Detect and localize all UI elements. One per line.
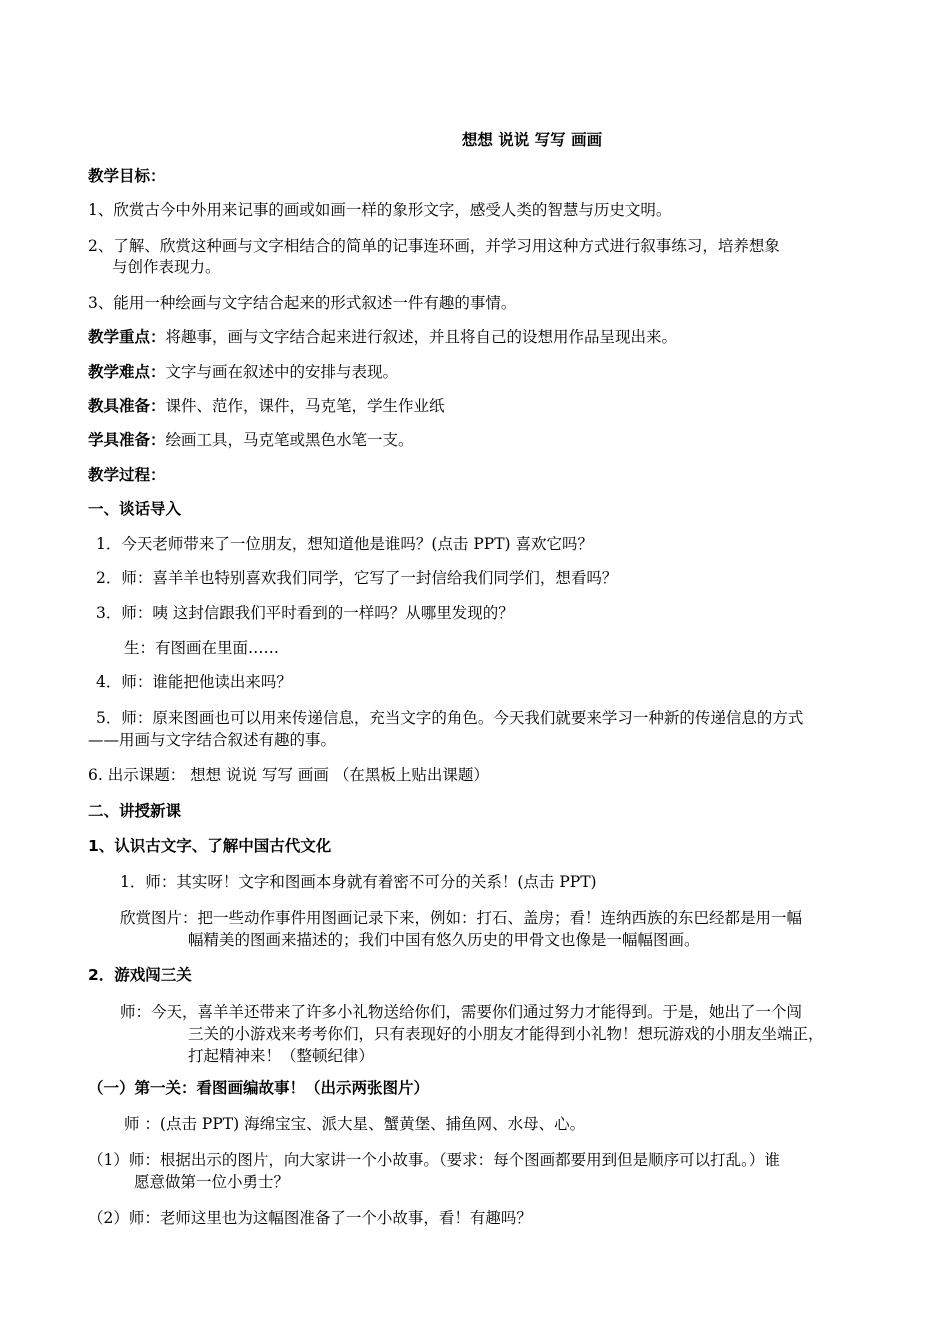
section1-line: 6. 出示课题： 想想 说说 写写 画画 （在黑板上贴出课题） — [88, 766, 489, 784]
section1-line: 5．师：原来图画也可以用来传递信息，充当文字的角色。今天我们就要来学习一种新的传递信息的方式 — [96, 709, 804, 727]
process-heading: 教学过程： — [88, 466, 166, 484]
teacher-prep-text: 课件、范作，课件，马克笔，学生作业纸 — [165, 397, 445, 415]
document-title: 想想 说说 写写 画画 — [461, 131, 603, 149]
section1-line: 1．今天老师带来了一位朋友，想知道他是谁吗？(点击 PPT) 喜欢它吗？ — [96, 535, 594, 553]
student-prep — [88, 430, 414, 450]
objective-item: 3、能用一种绘画与文字结合起来的形式叙述一件有趣的事情。 — [88, 294, 517, 312]
level1-heading: （一）第一关：看图画编故事！（出示两张图片） — [88, 1079, 430, 1097]
sub1-line-continued: 幅精美的图画来描述的；我们中国有悠久历史的甲骨文也像是一幅幅图画。 — [188, 931, 700, 949]
teacher-prep — [88, 396, 445, 416]
sub2-line-continued: 打起精神来！（整顿纪律） — [188, 1047, 375, 1065]
section1-heading: 一、谈话导入 — [88, 500, 182, 518]
teacher-prep-label: 教具准备： — [88, 397, 166, 415]
section1-line: 2．师：喜羊羊也特别喜欢我们同学，它写了一封信给我们同学们，想看吗？ — [96, 569, 618, 587]
objective-item-continued: 与创作表现力。 — [112, 258, 221, 276]
difficulty — [88, 362, 398, 382]
difficulty-text: 文字与画在叙述中的安排与表现。 — [165, 363, 399, 381]
level1-line: （1）师：根据出示的图片，向大家讲一个小故事。（要求：每个图画都要用到但是顺序可以打乱。）谁 — [88, 1151, 780, 1169]
section1-line: 3．师：咦 这封信跟我们平时看到的一样吗？从哪里发现的？ — [96, 604, 514, 622]
level1-line: 师 ：(点击 PPT) 海绵宝宝、派大星、蟹黄堡、捕鱼网、水母、心。 — [124, 1115, 586, 1133]
objective-item: 1、欣赏古今中外用来记事的画或如画一样的象形文字，感受人类的智慧与历史文明。 — [88, 201, 672, 219]
section1-line: 生：有图画在里面…… — [124, 639, 280, 657]
difficulty-label: 教学难点： — [88, 363, 166, 381]
key-point — [88, 327, 677, 347]
sub2-line: 师：今天，喜羊羊还带来了许多小礼物送给你们，需要你们通过努力才能得到。于是，她出了一个闯 — [120, 1003, 803, 1021]
section1-line: 4．师：谁能把他读出来吗？ — [96, 673, 292, 691]
key-point-text: 将趣事，画与文字结合起来进行叙述，并且将自己的设想用作品呈现出来。 — [165, 328, 678, 346]
sub1-line: 1．师：其实呀！文字和图画本身就有着密不可分的关系！(点击 PPT) — [120, 873, 597, 891]
level1-line-continued: 愿意做第一位小勇士？ — [134, 1173, 290, 1191]
objective-item: 2、了解、欣赏这种画与文字相结合的简单的记事连环画，并学习用这种方式进行叙事练习，培养想象 — [88, 237, 780, 255]
key-point-label: 教学重点： — [88, 328, 166, 346]
student-prep-label: 学具准备： — [88, 431, 166, 449]
level1-line: （2）师：老师这里也为这幅图准备了一个小故事，看！有趣吗？ — [88, 1209, 532, 1227]
sub1-heading: 1、认识古文字、了解中国古代文化 — [88, 837, 332, 855]
sub2-line-continued: 三关的小游戏来考考你们，只有表现好的小朋友才能得到小礼物！想玩游戏的小朋友坐端正， — [188, 1025, 824, 1043]
section1-line-continued: ——用画与文字结合叙述有趣的事。 — [88, 731, 337, 749]
section2-heading: 二、讲授新课 — [88, 802, 182, 820]
sub2-heading: 2．游戏闯三关 — [88, 966, 192, 984]
sub1-line: 欣赏图片：把一些动作事件用图画记录下来，例如：打石、盖房；看！连纳西族的东巴经都是用一幅 — [120, 909, 803, 927]
objectives-heading: 教学目标： — [88, 167, 166, 185]
student-prep-text: 绘画工具，马克笔或黑色水笔一支。 — [165, 431, 414, 449]
